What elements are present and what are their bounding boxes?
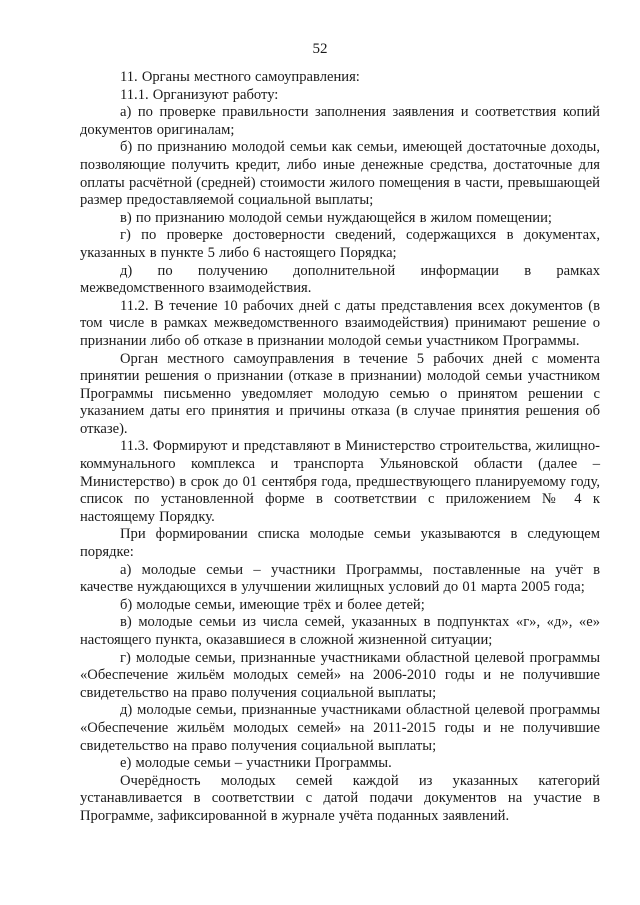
paragraph: д) молодые семьи, признанные участниками областной целевой программы «Обеспечение жильём молодых семей» на 2011-2015 годы и не получившие свидетельство на право получения социальной выплаты; [80, 702, 600, 754]
paragraph: б) по признанию молодой семьи как семьи, имеющей достаточные доходы, позволяющие получить кредит, либо иные денежные средства, достаточные для оплаты расчётной (средней) стоимости жилого помещения в части, превышающей размер предоставляемой социальной выплаты; [80, 139, 600, 209]
paragraph: е) молодые семьи – участники Программы. [120, 755, 392, 772]
page-number: 52 [312, 41, 328, 57]
paragraph: а) по проверке правильности заполнения заявления и соответствия копий документов оригиналам; [80, 104, 600, 138]
paragraph: Очерёдность молодых семей каждой из указанных категорий устанавливается в соответствии с датой подачи документов на участие в Программе, зафиксированной в журнале учёта поданных заявлений. [80, 772, 600, 824]
paragraph: в) молодые семьи из числа семей, указанных в подпунктах «г», «д», «е» настоящего пункта, оказавшиеся в сложной жизненной ситуации; [80, 614, 600, 648]
paragraph: в) по признанию молодой семьи нуждающейся в жилом помещении; [120, 209, 552, 226]
section-heading: 11. Органы местного самоуправления: [120, 69, 360, 85]
paragraph: 11.2. В течение 10 рабочих дней с даты представления всех документов (в том числе в рамках межведомственного взаимодействия) принимают решение о признании либо об отказе в признании молодой семьи участником Программы. [80, 297, 600, 349]
paragraph: б) молодые семьи, имеющие трёх и более детей; [120, 596, 425, 613]
paragraph: г) по проверке достоверности сведений, содержащихся в документах, указанных в пункте 5 либо 6 настоящего Порядка; [80, 227, 600, 261]
subsection-heading: 11.1. Организуют работу: [120, 86, 279, 103]
paragraph: г) молодые семьи, признанные участниками областной целевой программы «Обеспечение жильём молодых семей» на 2006-2010 годы и не получившие свидетельство на право получения социальной выплаты; [80, 649, 600, 701]
paragraph: 11.3. Формируют и представляют в Министерство строительства, жилищно-коммунального комплекса и транспорта Ульяновской области (далее – Министерство) в срок до 01 сентября года, предшествующего планируемому году, список по установленной форме в соответствии с приложением № 4 к настоящему Порядку. [80, 438, 600, 525]
paragraph: д) по получению дополнительной информации в рамках межведомственного взаимодействия. [80, 262, 600, 297]
document-body [80, 69, 600, 826]
paragraph: а) молодые семьи – участники Программы, поставленные на учёт в качестве нуждающихся в улучшении жилищных условий до 01 марта 2005 года; [80, 561, 600, 596]
paragraph: При формировании списка молодые семьи указываются в следующем порядке: [80, 526, 600, 561]
paragraph: Орган местного самоуправления в течение 5 рабочих дней с момента принятии решения о признании (отказе в признании) молодой семьи участником Программы письменно уведомляет молодую семью о принятом решении с указанием даты его принятия и причины отказа (в случае принятия решения об отказе). [80, 350, 600, 437]
